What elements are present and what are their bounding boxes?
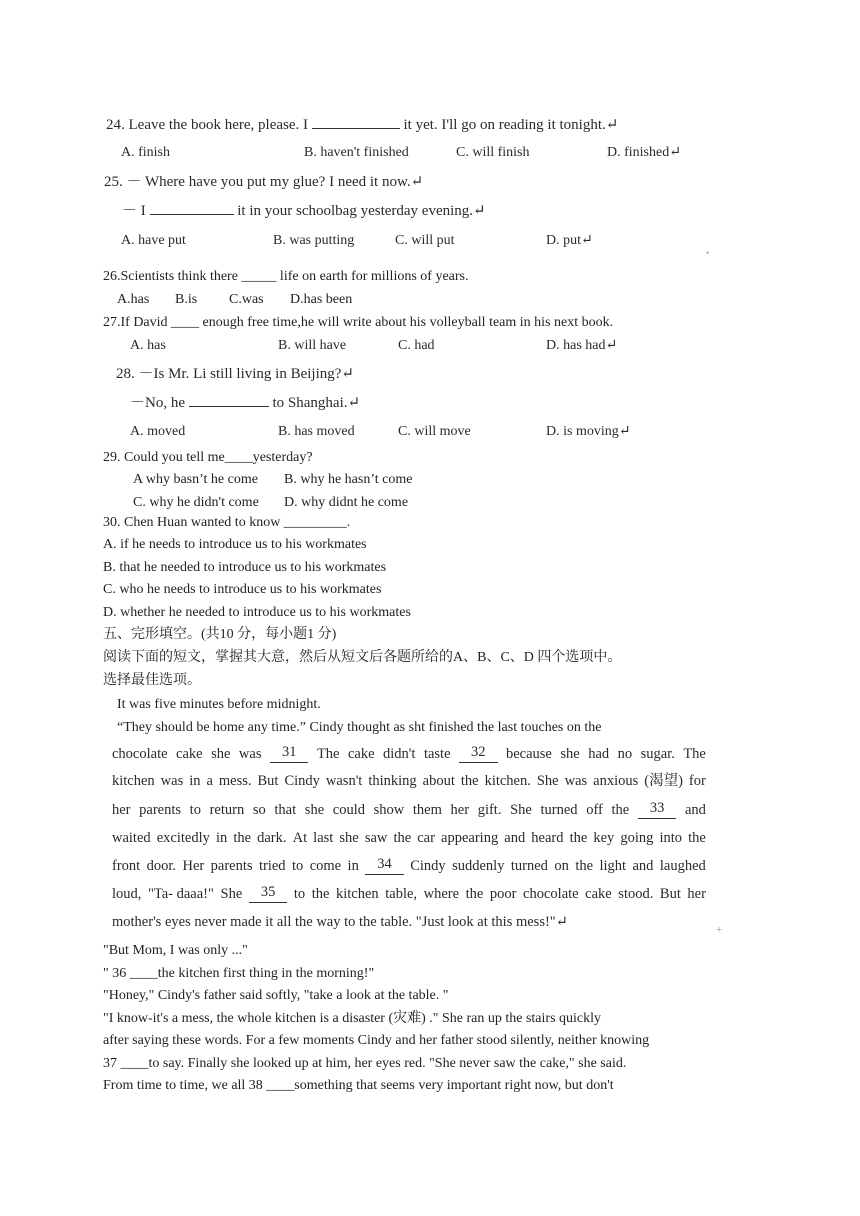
passage-blank-35: 35 (249, 885, 288, 903)
passage-word: to (293, 886, 306, 902)
passage-word: about (422, 773, 455, 789)
q27-option-a: A. has (130, 338, 166, 353)
passage-word: poor (489, 886, 517, 902)
passage-word: saw (364, 830, 388, 846)
q24-stem-pre: 24. Leave the book here, please. I (106, 117, 308, 133)
passage-word: chocolate (112, 746, 168, 762)
passage-word: anxious (593, 773, 639, 789)
q30-option-a: A. if he needs to introduce us to his workmates (103, 537, 367, 552)
q27-option-c: C. had (398, 338, 435, 353)
passage-blank-31: 31 (270, 745, 309, 763)
passage-word: that (274, 802, 297, 818)
passage-word: wasn't (325, 773, 363, 789)
passage-word: kitchen. (484, 773, 531, 789)
passage-word: last (313, 830, 334, 846)
passage-word: in (347, 858, 359, 874)
passage-word: But (257, 773, 279, 789)
passage-word: and (632, 858, 654, 874)
passage-word: dark. (257, 830, 287, 846)
q25-answer-line: － I it in your schoolbag yesterday evening.↵ (122, 203, 486, 219)
q29-option-b: B. why he hasn’t come (284, 472, 413, 487)
passage-word: didn't (383, 746, 416, 762)
return-mark: ↵ (555, 914, 568, 930)
passage-blank-34: 34 (365, 857, 404, 875)
passage-word: she (560, 746, 580, 762)
passage-word: stood. (618, 886, 654, 902)
passage-word: to (189, 802, 201, 818)
q29-option-c: C. why he didn't come (133, 495, 259, 510)
passage-word: could (332, 802, 365, 818)
passage-word: parents (210, 858, 253, 874)
passage-word: Cindy (284, 773, 320, 789)
passage-word: in (189, 773, 201, 789)
q27-option-d: D. has had↵ (546, 338, 618, 353)
passage-word: parents (139, 802, 182, 818)
passage-line-after-2: " 36 ____the kitchen first thing in the morning!" (103, 966, 375, 981)
passage-word: waited (112, 830, 151, 846)
passage-line-after-6: 37 ____to say. Finally she looked up at him, her eyes red. "She never saw the cake," she said. (103, 1056, 627, 1071)
passage-word: "Ta- daaa!" (147, 886, 214, 902)
scanned-passage-line (112, 885, 706, 903)
passage-word: At (292, 830, 308, 846)
q30-option-d: D. whether he needed to introduce us to his workmates (103, 605, 411, 620)
q28-answer-line: －No, he to Shanghai.↵ (130, 395, 361, 411)
passage-word: The (683, 746, 706, 762)
passage-word: to (291, 858, 304, 874)
passage-word: because (505, 746, 552, 762)
passage-line-1: It was five minutes before midnight. (117, 697, 321, 712)
passage-word: she (211, 746, 231, 762)
passage-word: was (238, 746, 262, 762)
q24-option-b: B. haven't finished (304, 145, 409, 160)
q28-option-d: D. is moving↵ (546, 424, 631, 439)
passage-word: light (599, 858, 627, 874)
passage-word: kitchen (112, 773, 155, 789)
passage-line-after-3: "Honey," Cindy's father said softly, "take a look at the table. " (103, 988, 449, 1003)
q24-option-a: A. finish (121, 145, 170, 160)
passage-word: mother's eyes never made it all the way to the table. "Just look at this mess!" (112, 914, 556, 930)
passage-word: into (659, 830, 683, 846)
q28-option-c: C. will move (398, 424, 471, 439)
passage-word: the (611, 802, 630, 818)
passage-word: off (586, 802, 603, 818)
q26-option-a: A.has (117, 292, 150, 307)
passage-word: gift. (477, 802, 502, 818)
question-24 (106, 116, 618, 134)
question-29: 29. Could you tell me____yesterday? (103, 450, 313, 465)
passage-word: the (688, 830, 706, 846)
passage-line-after-1: "But Mom, I was only ..." (103, 943, 248, 958)
q28-option-b: B. has moved (278, 424, 355, 439)
passage-word: She (510, 802, 532, 818)
scanned-passage-line (112, 829, 706, 847)
passage-word: the (460, 773, 479, 789)
question-28: 28. －Is Mr. Li still living in Beijing?↵ (116, 366, 354, 382)
return-mark: ↵ (605, 117, 619, 133)
passage-word: her (112, 802, 131, 818)
stray-dot: • (706, 248, 710, 258)
passage-word: car (417, 830, 435, 846)
q24-option-d: D. finished↵ (607, 145, 681, 160)
q29-option-a: A why basn’t he come (133, 472, 258, 487)
passage-word: She (220, 886, 243, 902)
section-instruction-1: 阅读下面的短文，掌握其大意，然后从短文后各题所给的A、B、C、D 四个选项中。 (103, 650, 622, 665)
q30-option-c: C. who he needs to introduce us to his workmates (103, 582, 382, 597)
passage-word: heard (531, 830, 564, 846)
q25-blank (150, 214, 234, 215)
passage-word: taste (423, 746, 451, 762)
passage-word: mess. (218, 773, 252, 789)
passage-word: excitedly (156, 830, 210, 846)
passage-word: turned (540, 802, 578, 818)
q30-option-b: B. that he needed to introduce us to his workmates (103, 560, 387, 575)
passage-word: table, (385, 886, 418, 902)
passage-word: laughed (659, 858, 706, 874)
passage-word: return (209, 802, 245, 818)
passage-word: a (206, 773, 213, 789)
passage-word: thinking (368, 773, 417, 789)
passage-blank-33: 33 (638, 801, 677, 819)
passage-word: she (339, 830, 359, 846)
q25-option-c: C. will put (395, 233, 455, 248)
passage-word: her (687, 886, 706, 902)
q28-blank (189, 406, 269, 407)
passage-word: sugar. (640, 746, 675, 762)
passage-word: cake (176, 746, 203, 762)
passage-line-after-5: after saying these words. For a few moments Cindy and her father stood silently, neither knowing (103, 1033, 650, 1048)
q27-option-b: B. will have (278, 338, 347, 353)
q28-option-a: A. moved (130, 424, 186, 439)
passage-word: front (112, 858, 141, 874)
passage-word: key (593, 830, 615, 846)
passage-word: (渴望) (644, 773, 683, 789)
q26-option-b: B.is (175, 292, 198, 307)
cross-mark: + (716, 924, 723, 936)
passage-word: the (233, 830, 252, 846)
q24-option-c: C. will finish (456, 145, 530, 160)
passage-word: She (536, 773, 559, 789)
passage-word: appearing (441, 830, 499, 846)
passage-word: the (575, 858, 594, 874)
passage-word: the (569, 830, 588, 846)
passage-word: where (423, 886, 460, 902)
q26-option-c: C.was (229, 292, 264, 307)
passage-word: The (316, 746, 340, 762)
scanned-passage-line (112, 801, 706, 819)
passage-word: was (160, 773, 184, 789)
passage-word: the (465, 886, 484, 902)
passage-word: going (620, 830, 654, 846)
q25-option-d: D. put↵ (546, 233, 593, 248)
passage-word: But (659, 886, 681, 902)
passage-word: loud, (112, 886, 142, 902)
passage-blank-32: 32 (459, 745, 498, 763)
passage-word: cake (347, 746, 375, 762)
q24-blank (312, 128, 400, 129)
passage-word: had (588, 746, 610, 762)
passage-word: turned (510, 858, 548, 874)
q29-option-d: D. why didnt he come (284, 495, 409, 510)
passage-word: cake (585, 886, 612, 902)
question-27: 27.If David ____ enough free time,he will write about his volleyball team in his next book. (103, 315, 614, 330)
passage-word: Her (182, 858, 205, 874)
question-30: 30. Chen Huan wanted to know _________. (103, 515, 351, 530)
q24-stem-post: it yet. I'll go on reading it tonight. (403, 117, 606, 133)
passage-word: come (309, 858, 342, 874)
passage-word: suddenly (452, 858, 505, 874)
passage-line-after-4: "I know-it's a mess, the whole kitchen is a disaster (灾难) ." She ran up the stairs quickly (103, 1011, 602, 1026)
scanned-passage-line (112, 913, 706, 931)
section-instruction-2: 选择最佳选项。 (103, 673, 201, 688)
scanned-passage-line (112, 772, 706, 790)
passage-word: she (304, 802, 325, 818)
passage-word: show (373, 802, 405, 818)
q25-option-a: A. have put (121, 233, 186, 248)
passage-word: kitchen (336, 886, 379, 902)
passage-word: her (450, 802, 470, 818)
q26-option-d: D.has been (290, 292, 353, 307)
scanned-passage-line (112, 857, 706, 875)
passage-word: door. (146, 858, 177, 874)
passage-word: them (412, 802, 442, 818)
passage-word: Cindy (410, 858, 446, 874)
passage-word: the (393, 830, 412, 846)
passage-line-2: “They should be home any time.” Cindy thought as sht finished the last touches on the (117, 720, 602, 735)
question-26: 26.Scientists think there _____ life on earth for millions of years. (103, 269, 469, 284)
passage-word: in (215, 830, 228, 846)
passage-word: so (252, 802, 266, 818)
passage-word: on (554, 858, 569, 874)
passage-word: chocolate (523, 886, 579, 902)
passage-line-after-7: From time to time, we all 38 ____something that seems very important right now, but don't (103, 1078, 614, 1093)
section-heading: 五、完形填空。(共10 分，每小题1 分) (103, 627, 337, 642)
question-25: 25. － Where have you put my glue? I need it now.↵ (104, 174, 424, 190)
passage-word: and (504, 830, 526, 846)
scanned-passage-line (112, 745, 706, 763)
passage-word: tried (258, 858, 286, 874)
passage-word: and (684, 802, 706, 818)
passage-word: for (688, 773, 706, 789)
passage-word: no (617, 746, 633, 762)
passage-word: the (311, 886, 330, 902)
passage-word: was (564, 773, 588, 789)
q25-option-b: B. was putting (273, 233, 355, 248)
